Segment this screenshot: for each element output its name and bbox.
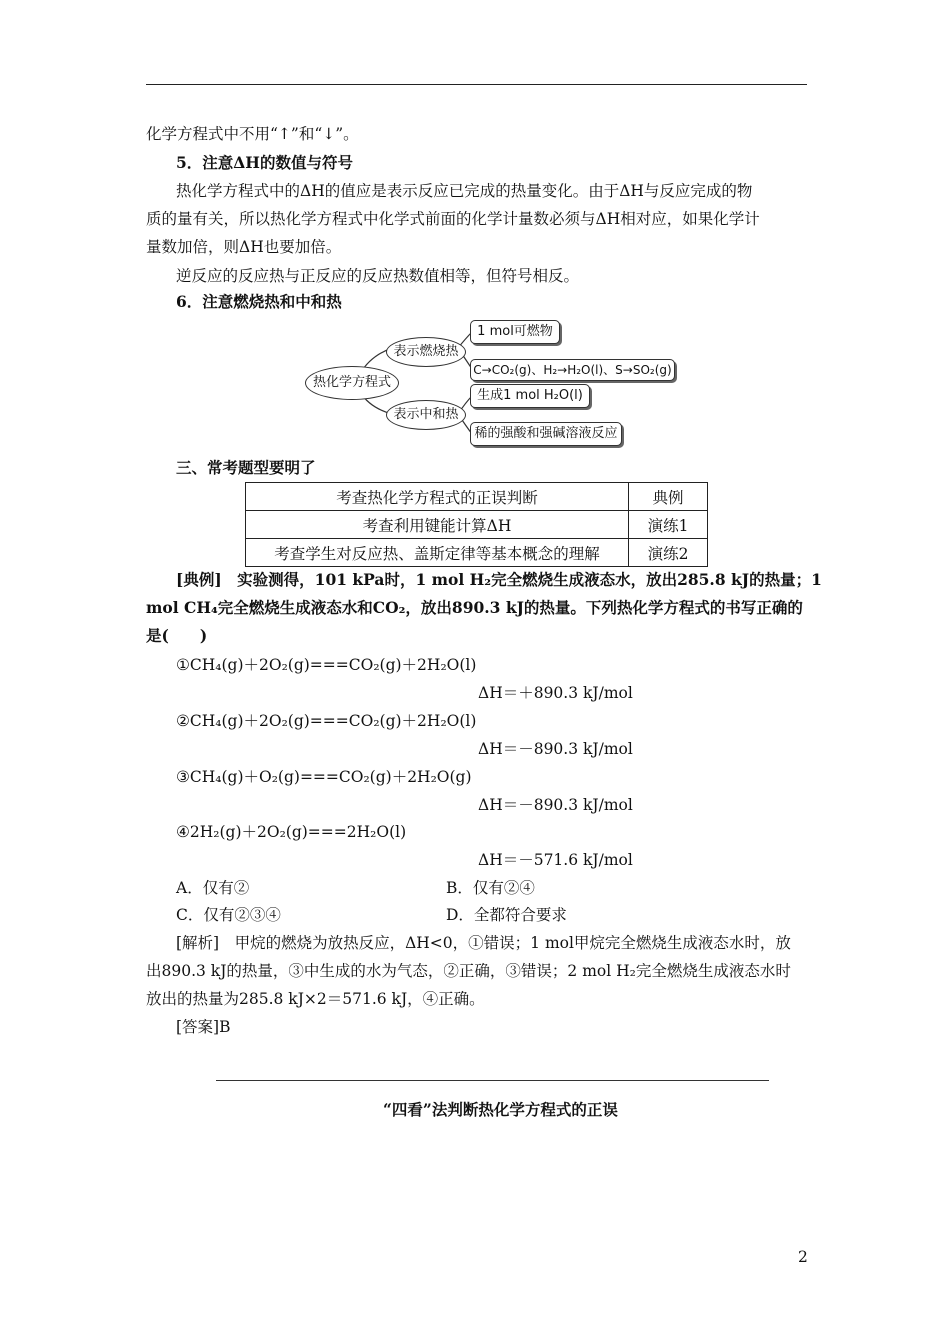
diagram-root-node: 热化学方程式 [305, 366, 399, 400]
paragraph-5-line4: 逆反应的反应热与正反应的反应热数值相等，但符号相反。 [176, 267, 580, 285]
header-rule [146, 84, 807, 85]
diagram-neutralization-heat-node: 表示中和热 [386, 400, 466, 430]
equation-3: ③CH₄(g)＋O₂(g)===CO₂(g)＋2H₂O(g) [176, 768, 472, 786]
diagram-leaf-dilute-acid-base: 稀的强酸和强碱溶液反应 [470, 422, 622, 446]
equation-4: ④2H₂(g)＋2O₂(g)===2H₂O(l) [176, 823, 407, 841]
heading-6: 6．注意燃烧热和中和热 [176, 292, 342, 311]
option-c: C．仅有②③④ [176, 906, 281, 924]
example-question-line1: [典例] 实验测得，101 kPa时，1 mol H₂完全燃烧生成液态水，放出285.8 kJ的热量；1 [176, 570, 822, 589]
equation-2-enthalpy: ΔH＝－890.3 kJ/mol [478, 740, 633, 758]
table-cell: 演练2 [629, 539, 708, 567]
equation-3-enthalpy: ΔH＝－890.3 kJ/mol [478, 796, 633, 814]
analysis-line2: 出890.3 kJ的热量，③中生成的水为气态，②正确，③错误；2 mol H₂完全燃烧生成液态水时 [146, 962, 791, 980]
table-cell: 演练1 [629, 511, 708, 539]
table-row [246, 483, 708, 511]
example-question-line3: 是( ) [146, 626, 208, 645]
equation-1-enthalpy: ΔH＝＋890.3 kJ/mol [478, 684, 633, 702]
diagram-leaf-water: 生成1 mol H₂O(l) [470, 384, 590, 408]
heading-3: 三、常考题型要明了 [176, 458, 316, 477]
section-rule [216, 1080, 769, 1081]
equation-1: ①CH₄(g)＋2O₂(g)===CO₂(g)＋2H₂O(l) [176, 656, 477, 674]
example-question-line2: mol CH₄完全燃烧生成液态水和CO₂，放出890.3 kJ的热量。下列热化学方程式的书写正确的 [146, 598, 803, 617]
table-cell: 典例 [629, 483, 708, 511]
table-cell: 考查利用键能计算ΔH [246, 511, 629, 539]
diagram-leaf-products: C→CO₂(g)、H₂→H₂O(l)、S→SO₂(g) [470, 359, 675, 381]
analysis-line3: 放出的热量为285.8 kJ×2＝571.6 kJ，④正确。 [146, 990, 485, 1008]
paragraph-5-line1: 热化学方程式中的ΔH的值应是表示反应已完成的热量变化。由于ΔH与反应完成的物 [176, 182, 753, 200]
section-title: “四看”法判断热化学方程式的正误 [383, 1100, 618, 1119]
paragraph-5-line3: 量数加倍，则ΔH也要加倍。 [146, 238, 342, 256]
option-d: D．全都符合要求 [446, 906, 567, 924]
equation-2: ②CH₄(g)＋2O₂(g)===CO₂(g)＋2H₂O(l) [176, 712, 477, 730]
answer: [答案]B [176, 1018, 231, 1036]
table-row [246, 539, 708, 567]
table-cell: 考查学生对反应热、盖斯定律等基本概念的理解 [246, 539, 629, 567]
question-type-table [245, 482, 708, 567]
option-a: A．仅有② [176, 879, 250, 897]
paragraph-5-line2: 质的量有关，所以热化学方程式中化学式前面的化学计量数必须与ΔH相对应，如果化学计 [146, 210, 760, 228]
option-b: B．仅有②④ [446, 879, 535, 897]
diagram-combustion-heat-node: 表示燃烧热 [386, 337, 466, 367]
table-row [246, 511, 708, 539]
paragraph-continuation: 化学方程式中不用“↑”和“↓”。 [146, 125, 359, 143]
page-number: 2 [798, 1248, 808, 1266]
analysis-line1: [解析] 甲烷的燃烧为放热反应，ΔH<0，①错误；1 mol甲烷完全燃烧生成液态水时，放 [176, 934, 791, 952]
equation-4-enthalpy: ΔH＝－571.6 kJ/mol [478, 851, 633, 869]
table-cell: 考查热化学方程式的正误判断 [246, 483, 629, 511]
heading-5: 5．注意ΔH的数值与符号 [176, 153, 353, 172]
diagram-leaf-combustible: 1 mol可燃物 [470, 320, 560, 344]
